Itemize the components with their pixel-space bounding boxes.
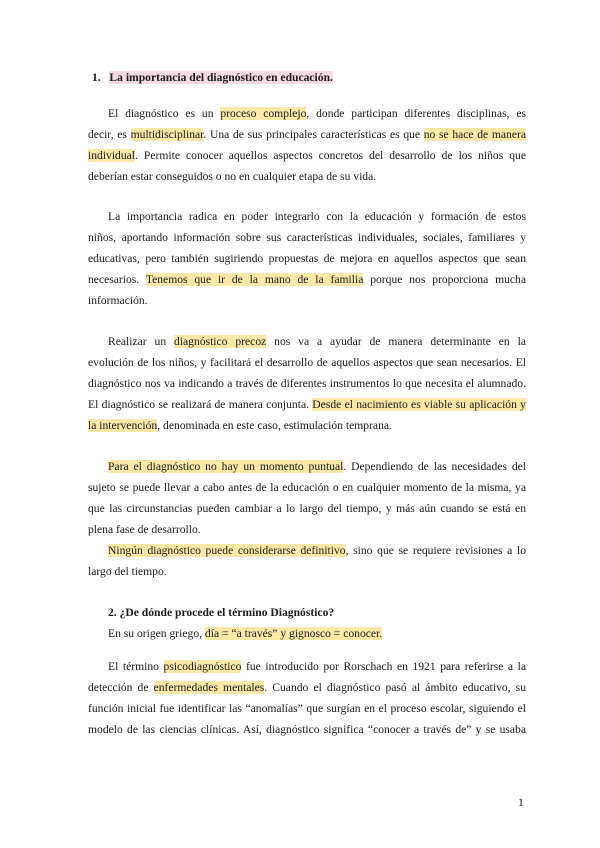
- paragraph-line: plena fase de desarrollo.: [88, 523, 201, 536]
- page-number: 1: [518, 797, 524, 809]
- paragraph-line: largo del tiempo.: [88, 565, 167, 578]
- highlight: proceso complejo: [220, 107, 307, 120]
- highlight: individual: [88, 149, 136, 162]
- highlight: Ningún diagnóstico puede considerarse definitivo: [108, 544, 346, 557]
- highlight: día = “a través” y gignosco = conocer.: [204, 627, 383, 640]
- paragraph-line: Ningún diagnóstico puede considerarse definitivo, sino que se requiere revisiones a lo: [108, 544, 527, 557]
- highlight: Tenemos que ir de la mano de la familia: [145, 273, 364, 286]
- paragraph-line: función inicial fue identificar las “anomalías” que surgían en el proceso escolar, siguiendo el: [88, 702, 526, 715]
- highlight: multidisciplinar: [130, 128, 204, 141]
- paragraph-line: niños, aportando información sobre sus características individuales, sociales, familiares y: [88, 231, 526, 244]
- highlight: Para el diagnóstico no hay un momento puntual: [108, 460, 344, 473]
- paragraph-line: deberían estar conseguidos o no en cualquier etapa de su vida.: [88, 170, 377, 183]
- paragraph-line: El diagnóstico es un proceso complejo, donde participan diferentes disciplinas, es: [108, 107, 526, 120]
- paragraph-line: que las circunstancias pueden cambiar a lo largo del tiempo, y más aún cuando se está en: [88, 502, 526, 515]
- paragraph-line: El término psicodiagnóstico fue introducido por Rorschach en 1921 para referirse a la: [108, 660, 526, 673]
- highlight: la intervención: [88, 419, 158, 432]
- highlight: diagnóstico precoz: [174, 335, 267, 348]
- paragraph-line: Para el diagnóstico no hay un momento puntual. Dependiendo de las necesidades del: [108, 460, 526, 473]
- paragraph-line: La importancia radica en poder integrarlo con la educación y formación de estos: [108, 210, 526, 223]
- paragraph-line: detección de enfermedades mentales. Cuando el diagnóstico pasó al ámbito educativo, su: [88, 681, 526, 694]
- heading-text: La importancia del diagnóstico en educación.: [109, 71, 333, 84]
- highlight: Desde el nacimiento es viable su aplicación y: [312, 398, 526, 411]
- section-heading-1: [92, 70, 530, 86]
- paragraph-line: Realizar un diagnóstico precoz nos va a ayudar de manera determinante en la: [108, 335, 526, 348]
- paragraph-line: decir, es multidisciplinar. Una de sus principales características es que no se hace de manera: [88, 128, 526, 141]
- paragraph-line: información.: [88, 294, 148, 307]
- section-heading-2: 2. ¿De dónde procede el término Diagnóstico?: [108, 606, 335, 619]
- heading-number: 1.: [92, 71, 101, 84]
- highlight: enfermedades mentales: [153, 681, 265, 694]
- paragraph-line: evolución de los niños, y facilitará el desarrollo de aquellos aspectos que sean necesarios. El: [88, 356, 526, 369]
- paragraph-line: la intervención, denominada en este caso, estimulación temprana.: [88, 419, 392, 432]
- highlight: psicodiagnóstico: [163, 660, 242, 673]
- paragraph-line: El diagnóstico se realizará de manera conjunta. Desde el nacimiento es viable su aplicación y: [88, 398, 526, 411]
- paragraph-line: necesarios. Tenemos que ir de la mano de la familia porque nos proporciona mucha: [88, 273, 526, 286]
- paragraph-line: modelo de las ciencias clínicas. Así, diagnóstico significa “conocer a través de” y se usaba: [88, 723, 526, 736]
- paragraph-line: educativas, pero también sugiriendo propuestas de mejora en aquellos aspectos que sean: [88, 252, 526, 265]
- paragraph-line: diagnóstico nos va indicando a través de diferentes instrumentos lo que necesita el alumnado.: [88, 377, 526, 390]
- paragraph-line: sujeto se puede llevar a cabo antes de la educación o en cualquier momento de la misma, ya: [88, 481, 526, 494]
- paragraph-line: En su origen griego, día = “a través” y gignosco = conocer.: [108, 627, 383, 640]
- paragraph-line: individual. Permite conocer aquellos aspectos concretos del desarrollo de los niños que: [88, 149, 526, 162]
- highlight: no se hace de manera: [423, 128, 526, 141]
